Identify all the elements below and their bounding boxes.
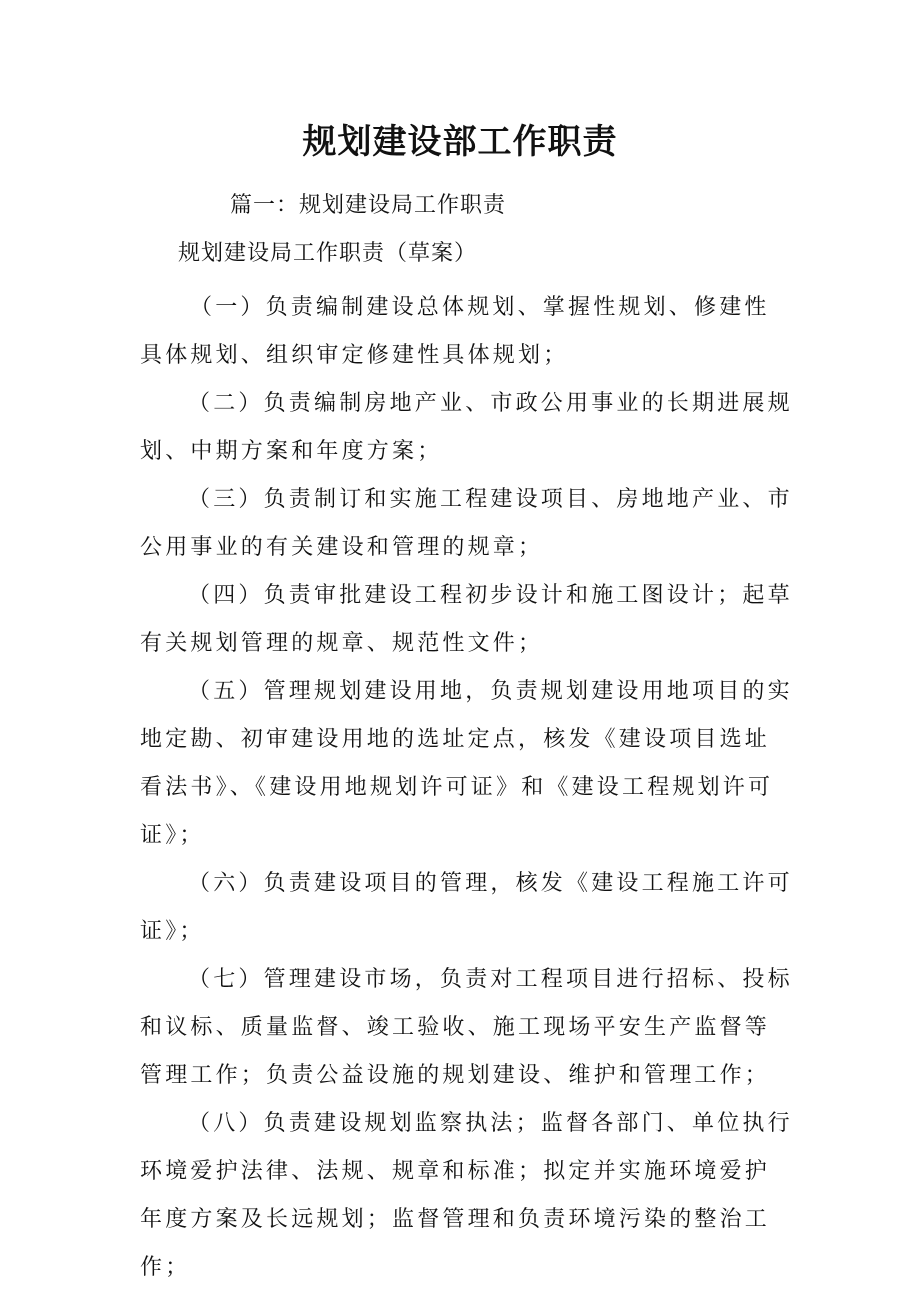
document-body xyxy=(140,284,794,1292)
paragraph: （七）管理建设市场，负责对工程项目进行招标、投标和议标、质量监督、竣工验收、施工现场平安生产监督等管理工作；负责公益设施的规划建设、维护和管理工作； xyxy=(140,967,793,1088)
document-title: 规划建设部工作职责 xyxy=(302,122,618,162)
paragraph: （三）负责制订和实施工程建设项目、房地地产业、市公用事业的有关建设和管理的规章； xyxy=(140,487,793,560)
document-subtitle: 篇一：规划建设局工作职责 xyxy=(230,193,507,218)
paragraph: （二）负责编制房地产业、市政公用事业的长期进展规划、中期方案和年度方案； xyxy=(140,391,793,464)
document-heading: 规划建设局工作职责（草案） xyxy=(178,241,478,266)
paragraph: （六）负责建设项目的管理，核发《建设工程施工许可证》； xyxy=(140,871,793,944)
paragraph: （四）负责审批建设工程初步设计和施工图设计；起草有关规划管理的规章、规范性文件； xyxy=(140,583,793,656)
paragraph: （八）负责建设规划监察执法；监督各部门、单位执行环境爱护法律、法规、规章和标准；拟定并实施环境爱护年度方案及长远规划；监督管理和负责环境污染的整治工作； xyxy=(140,1111,793,1280)
paragraph: （一）负责编制建设总体规划、掌握性规划、修建性具体规划、组织审定修建性具体规划； xyxy=(140,295,770,368)
paragraph: （五）管理规划建设用地，负责规划建设用地项目的实地定勘、初审建设用地的选址定点，核发《建设项目选址看法书》、《建设用地规划许可证》和《建设工程规划许可证》； xyxy=(140,679,793,848)
